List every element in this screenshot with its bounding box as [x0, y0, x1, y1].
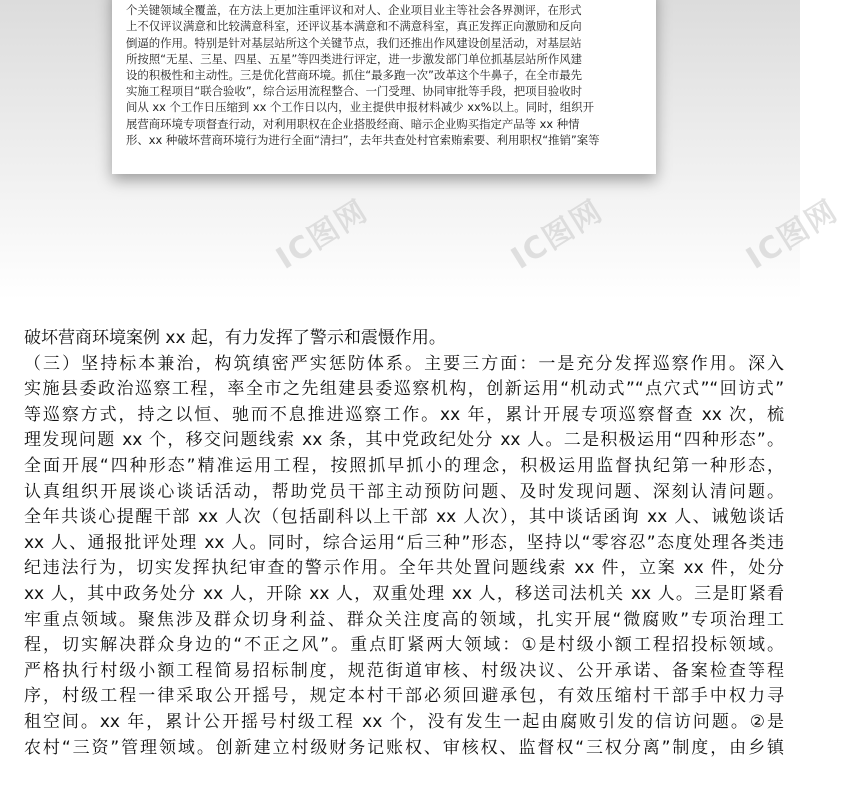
body-text-line: 租空间。xx 年，累计公开摇号村级工程 xx 个，没有发生一起由腐败引发的信访问题。②是: [24, 711, 784, 732]
body-text-line: xx 人，其中政务处分 xx 人，开除 xx 人，双重处理 xx 人，移送司法机关 xx 人。三是盯紧看: [24, 583, 784, 604]
body-text-line: （三）坚持标本兼治，构筑缜密严实惩防体系。主要三方面：一是充分发挥巡察作用。深入: [24, 353, 784, 374]
body-text-line: 程，切实解决群众身边的“不正之风”。重点盯紧两大领域：①是村级小额工程招投标领域。: [24, 635, 784, 656]
card-text-line: 倒逼的作用。特别是针对基层站所这个关键节点，我们还推出作风建设创星活动，对基层站: [126, 35, 582, 50]
card-text-line: 形、xx 种破坏营商环境行为进行全面“清扫”，去年共查处村官索贿索要、利用职权“推销”案等: [126, 132, 600, 147]
body-text-line: 认真组织开展谈心谈话活动，帮助党员干部主动预防问题、及时发现问题、深刻认清问题。: [24, 481, 784, 502]
document-preview-region: [0, 0, 845, 300]
card-text-line: 所按照“无星、三星、四星、五星”等四类进行评定，进一步激发部门单位抓基层站所作风建: [126, 51, 583, 66]
document-body-text: [24, 326, 784, 761]
body-text-line: 理发现问题 xx 个，移交问题线索 xx 条，其中党政纪处分 xx 人。二是积极运用“四种形态”。: [24, 430, 784, 451]
card-text-line: 展营商环境专项督查行动，对利用职权在企业搭股经商、暗示企业购买指定产品等 xx 种情: [126, 116, 580, 131]
card-text-line: 上不仅评议满意和比较满意科室，还评议基本满意和不满意科室，真正发挥正向激励和反向: [126, 19, 582, 34]
watermark-logo: IC图网: [270, 193, 375, 277]
body-text-line: 农村“三资”管理领域。创新建立村级财务记账权、审核权、监督权“三权分离”制度，由乡镇: [24, 737, 784, 758]
body-text-line: 等巡察方式，持之以恒、驰而不息推进巡察工作。xx 年，累计开展专项巡察督查 xx 次，梳: [24, 404, 784, 425]
watermark-logo: IC图网: [740, 193, 845, 277]
body-text-line: 破坏营商环境案例 xx 起，有力发挥了警示和震慑作用。: [24, 328, 446, 348]
body-text-line: 全年共谈心提醒干部 xx 人次（包括副科以上干部 xx 人次），其中谈话函询 xx 人、诫勉谈话: [24, 507, 784, 528]
card-text-line: 间从 xx 个工作日压缩到 xx 个工作日以内，业主提供申报材料减少 xx%以上。同时，组织开: [126, 100, 595, 115]
paper-preview-card: [112, 0, 656, 174]
body-text-line: 严格执行村级小额工程简易招标制度，规范街道审核、村级决议、公开承诺、备案检查等程: [24, 660, 784, 681]
body-text-line: 纪违法行为，切实发挥执纪审查的警示作用。全年共处置问题线索 xx 件，立案 xx 件，处分: [24, 558, 784, 579]
body-text-line: xx 人、通报批评处理 xx 人。同时，综合运用“后三种”形态，坚持以“零容忍”态度处理各类违: [24, 532, 784, 553]
card-text-line: 实施工程项目“联合验收”，综合运用流程整合、一门受理、协同审批等手段，把项目验收时: [126, 84, 583, 99]
body-text-line: 实施县委政治巡察工程，率全市之先组建县委巡察机构，创新运用“机动式”“点穴式”“回访式”: [24, 379, 784, 400]
body-text-line: 序，村级工程一律采取公开摇号，规定本村干部必须回避承包，有效压缩村干部手中权力寻: [24, 686, 784, 707]
card-text-line: 设的积极性和主动性。三是优化营商环境。抓住“最多跑一次”改革这个牛鼻子，在全市最先: [126, 68, 583, 83]
body-text-line: 全面开展“四种形态”精准运用工程，按照抓早抓小的理念，积极运用监督执纪第一种形态，: [24, 455, 784, 476]
body-text-line: 牢重点领域。聚焦涉及群众切身利益、群众关注度高的领域，扎实开展“微腐败”专项治理工: [24, 609, 784, 630]
card-text-line: 个关键领域全覆盖，在方法上更加注重评议和对人、企业项目业主等社会各界测评，在形式: [126, 3, 582, 18]
watermark-logo: IC图网: [505, 193, 610, 277]
